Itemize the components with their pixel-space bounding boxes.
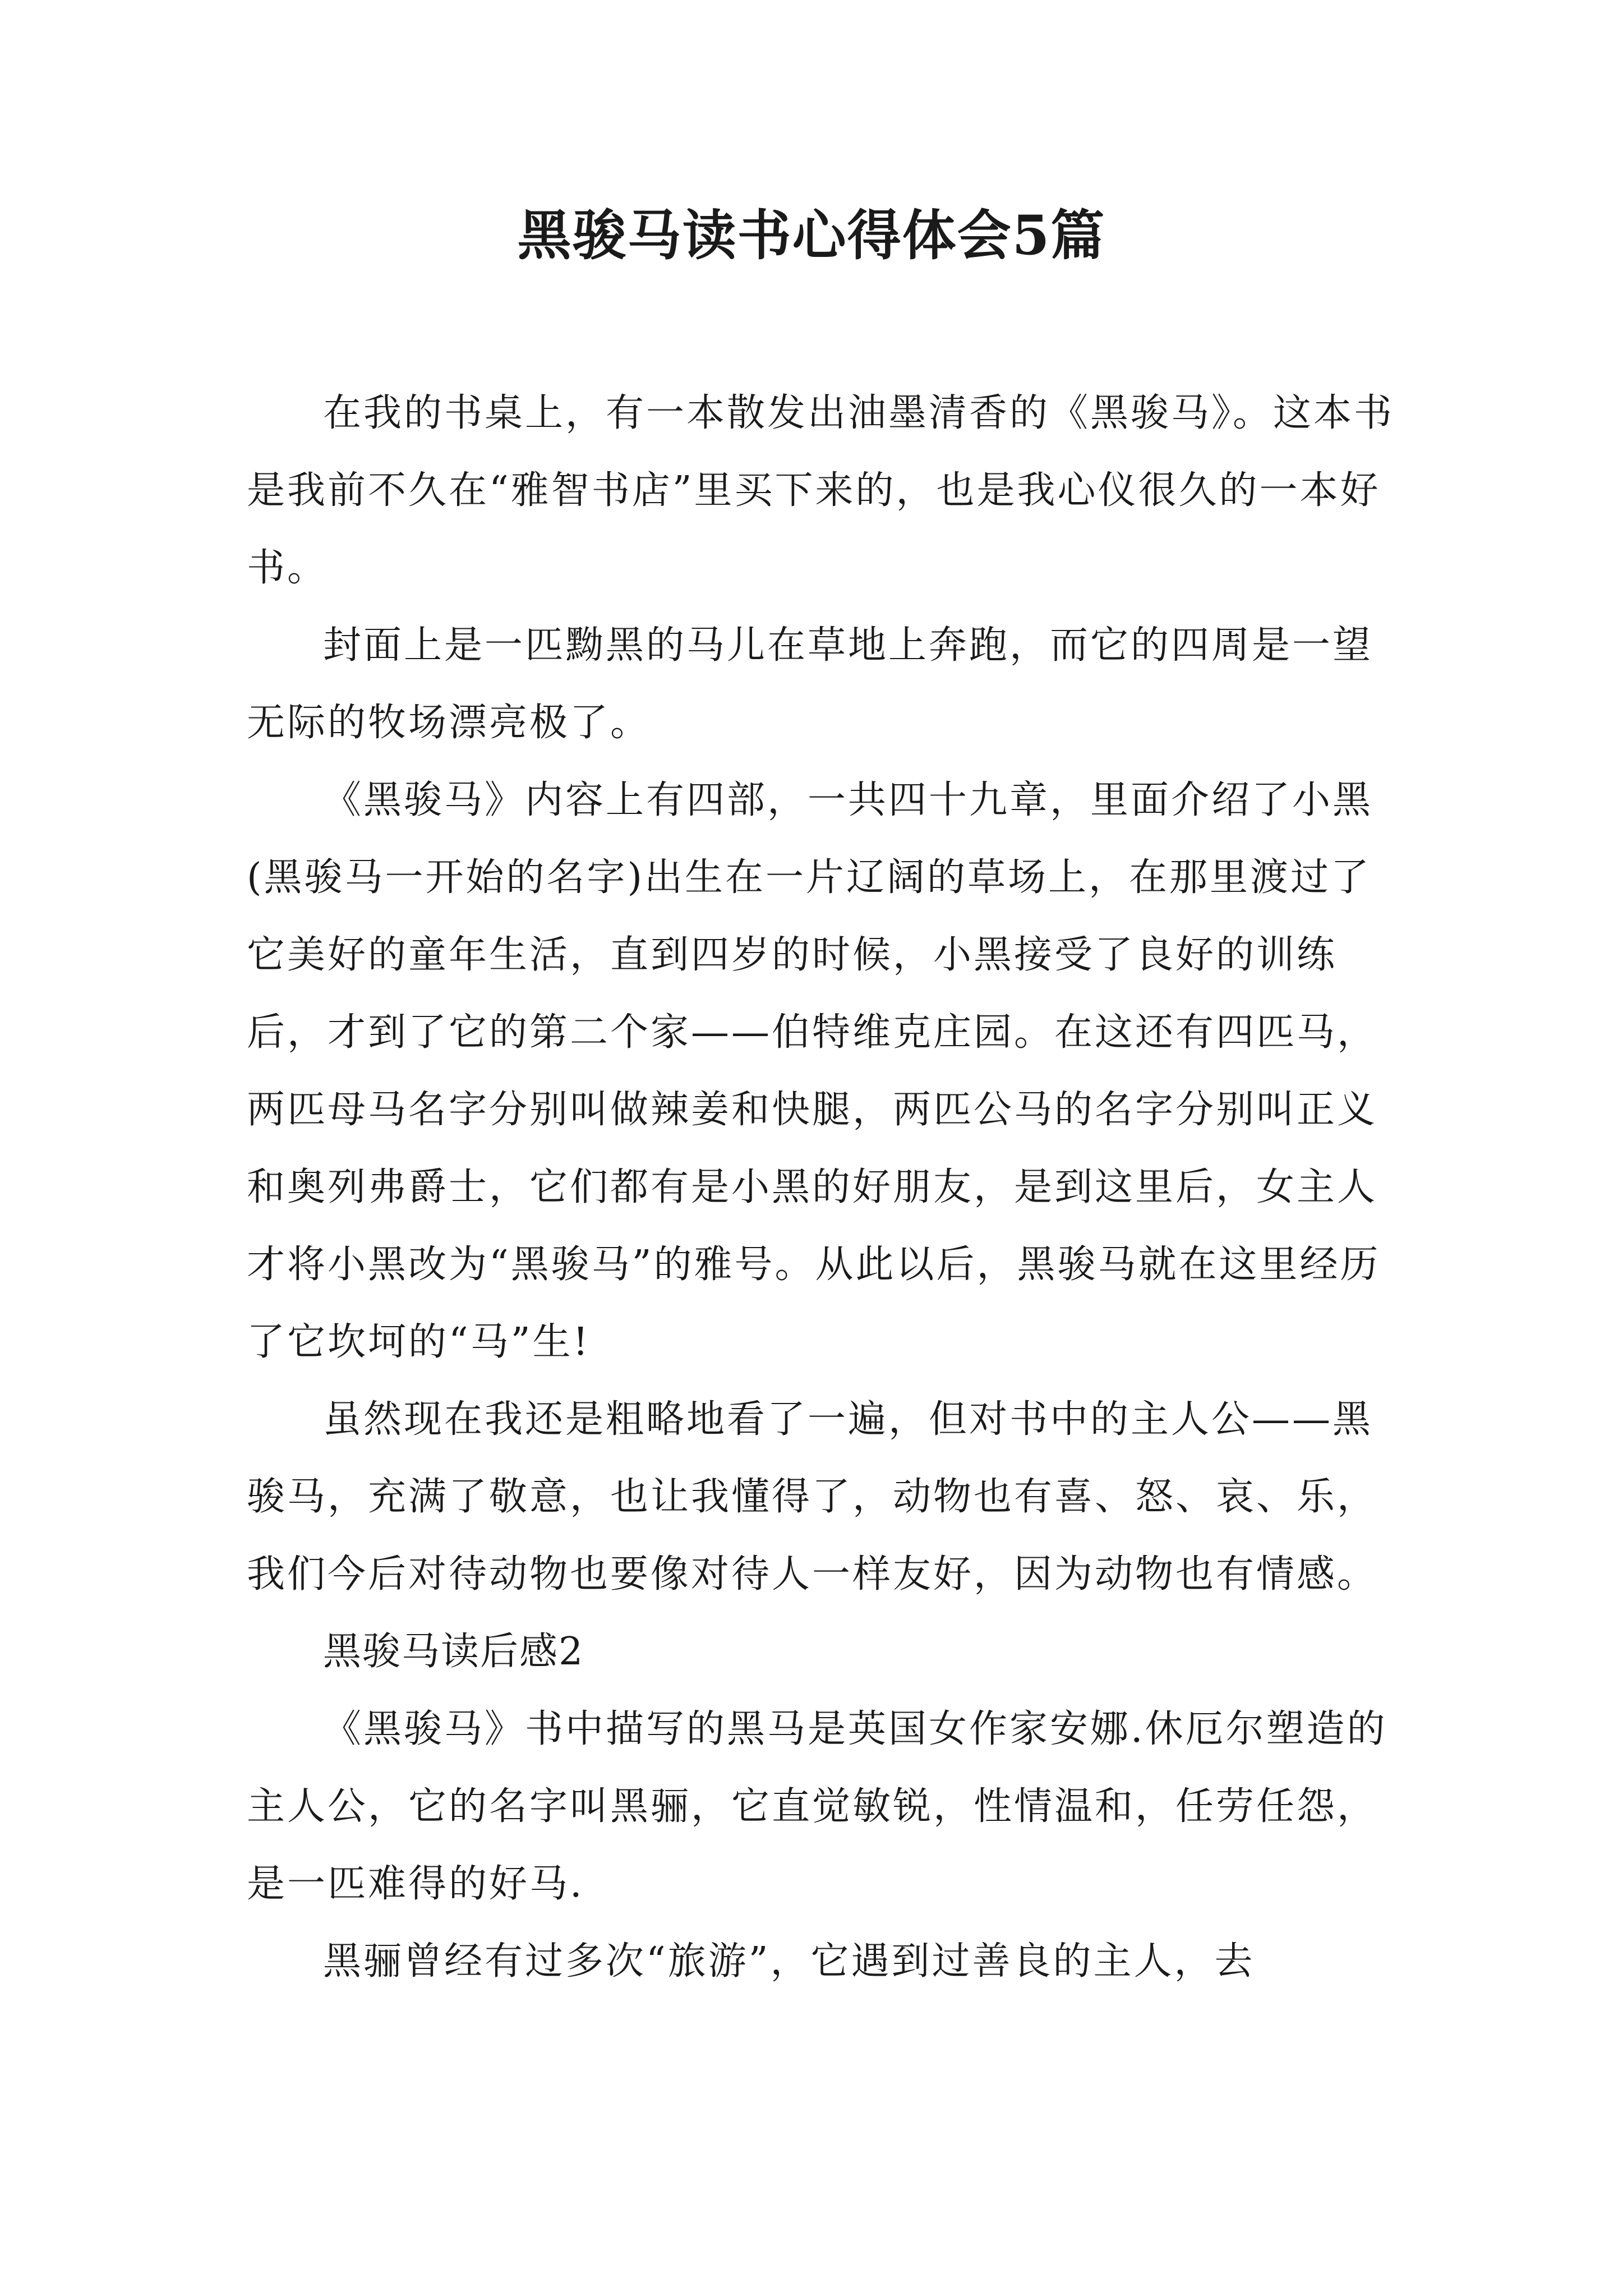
document-title: 黑骏马读书心得体会5篇 [517,204,1106,267]
section-heading-2: 黑骏马读后感2 [323,1630,584,1674]
paragraph-essay2-travel: 黑骊曾经有过多次“旅游”，它遇到过善良的主人，去 [323,1939,1255,1984]
document-body [247,375,1402,2000]
paragraph-intro: 在我的书桌上，有一本散发出油墨清香的《黑骏马》。这本书是我前不久在“雅智书店”里买下来的，也是我心仪很久的一本好书。 [247,391,1395,590]
paragraph-cover: 封面上是一匹黝黑的马儿在草地上奔跑，而它的四周是一望无际的牧场漂亮极了。 [247,623,1373,745]
paragraph-content: 《黑骏马》内容上有四部，一共四十九章，里面介绍了小黑(黑骏马一开始的名字)出生在一片辽阔的草场上，在那里渡过了它美好的童年生活，直到四岁的时候，小黑接受了良好的训练后，才到了它的第二个家——伯特维克庄园。在这还有四匹马，两匹母马名字分别叫做辣姜和快腿，两匹公马的名字分别叫正义和奥列弗爵士，它们都有是小黑的好朋友，是到这里后，女主人才将小黑改为“黑骏马”的雅号。从此以后，黑骏马就在这里经历了它坎坷的“马”生! [247,778,1381,1364]
paragraph-essay2-intro: 《黑骏马》书中描写的黑马是英国女作家安娜.休厄尔塑造的主人公，它的名字叫黑骊，它直觉敏锐，性情温和，任劳任怨，是一匹难得的好马. [247,1707,1387,1906]
paragraph-reflection: 虽然现在我还是粗略地看了一遍，但对书中的主人公——黑骏马，充满了敬意，也让我懂得了，动物也有喜、怒、哀、乐，我们今后对待动物也要像对待人一样友好，因为动物也有情感。 [247,1397,1378,1596]
